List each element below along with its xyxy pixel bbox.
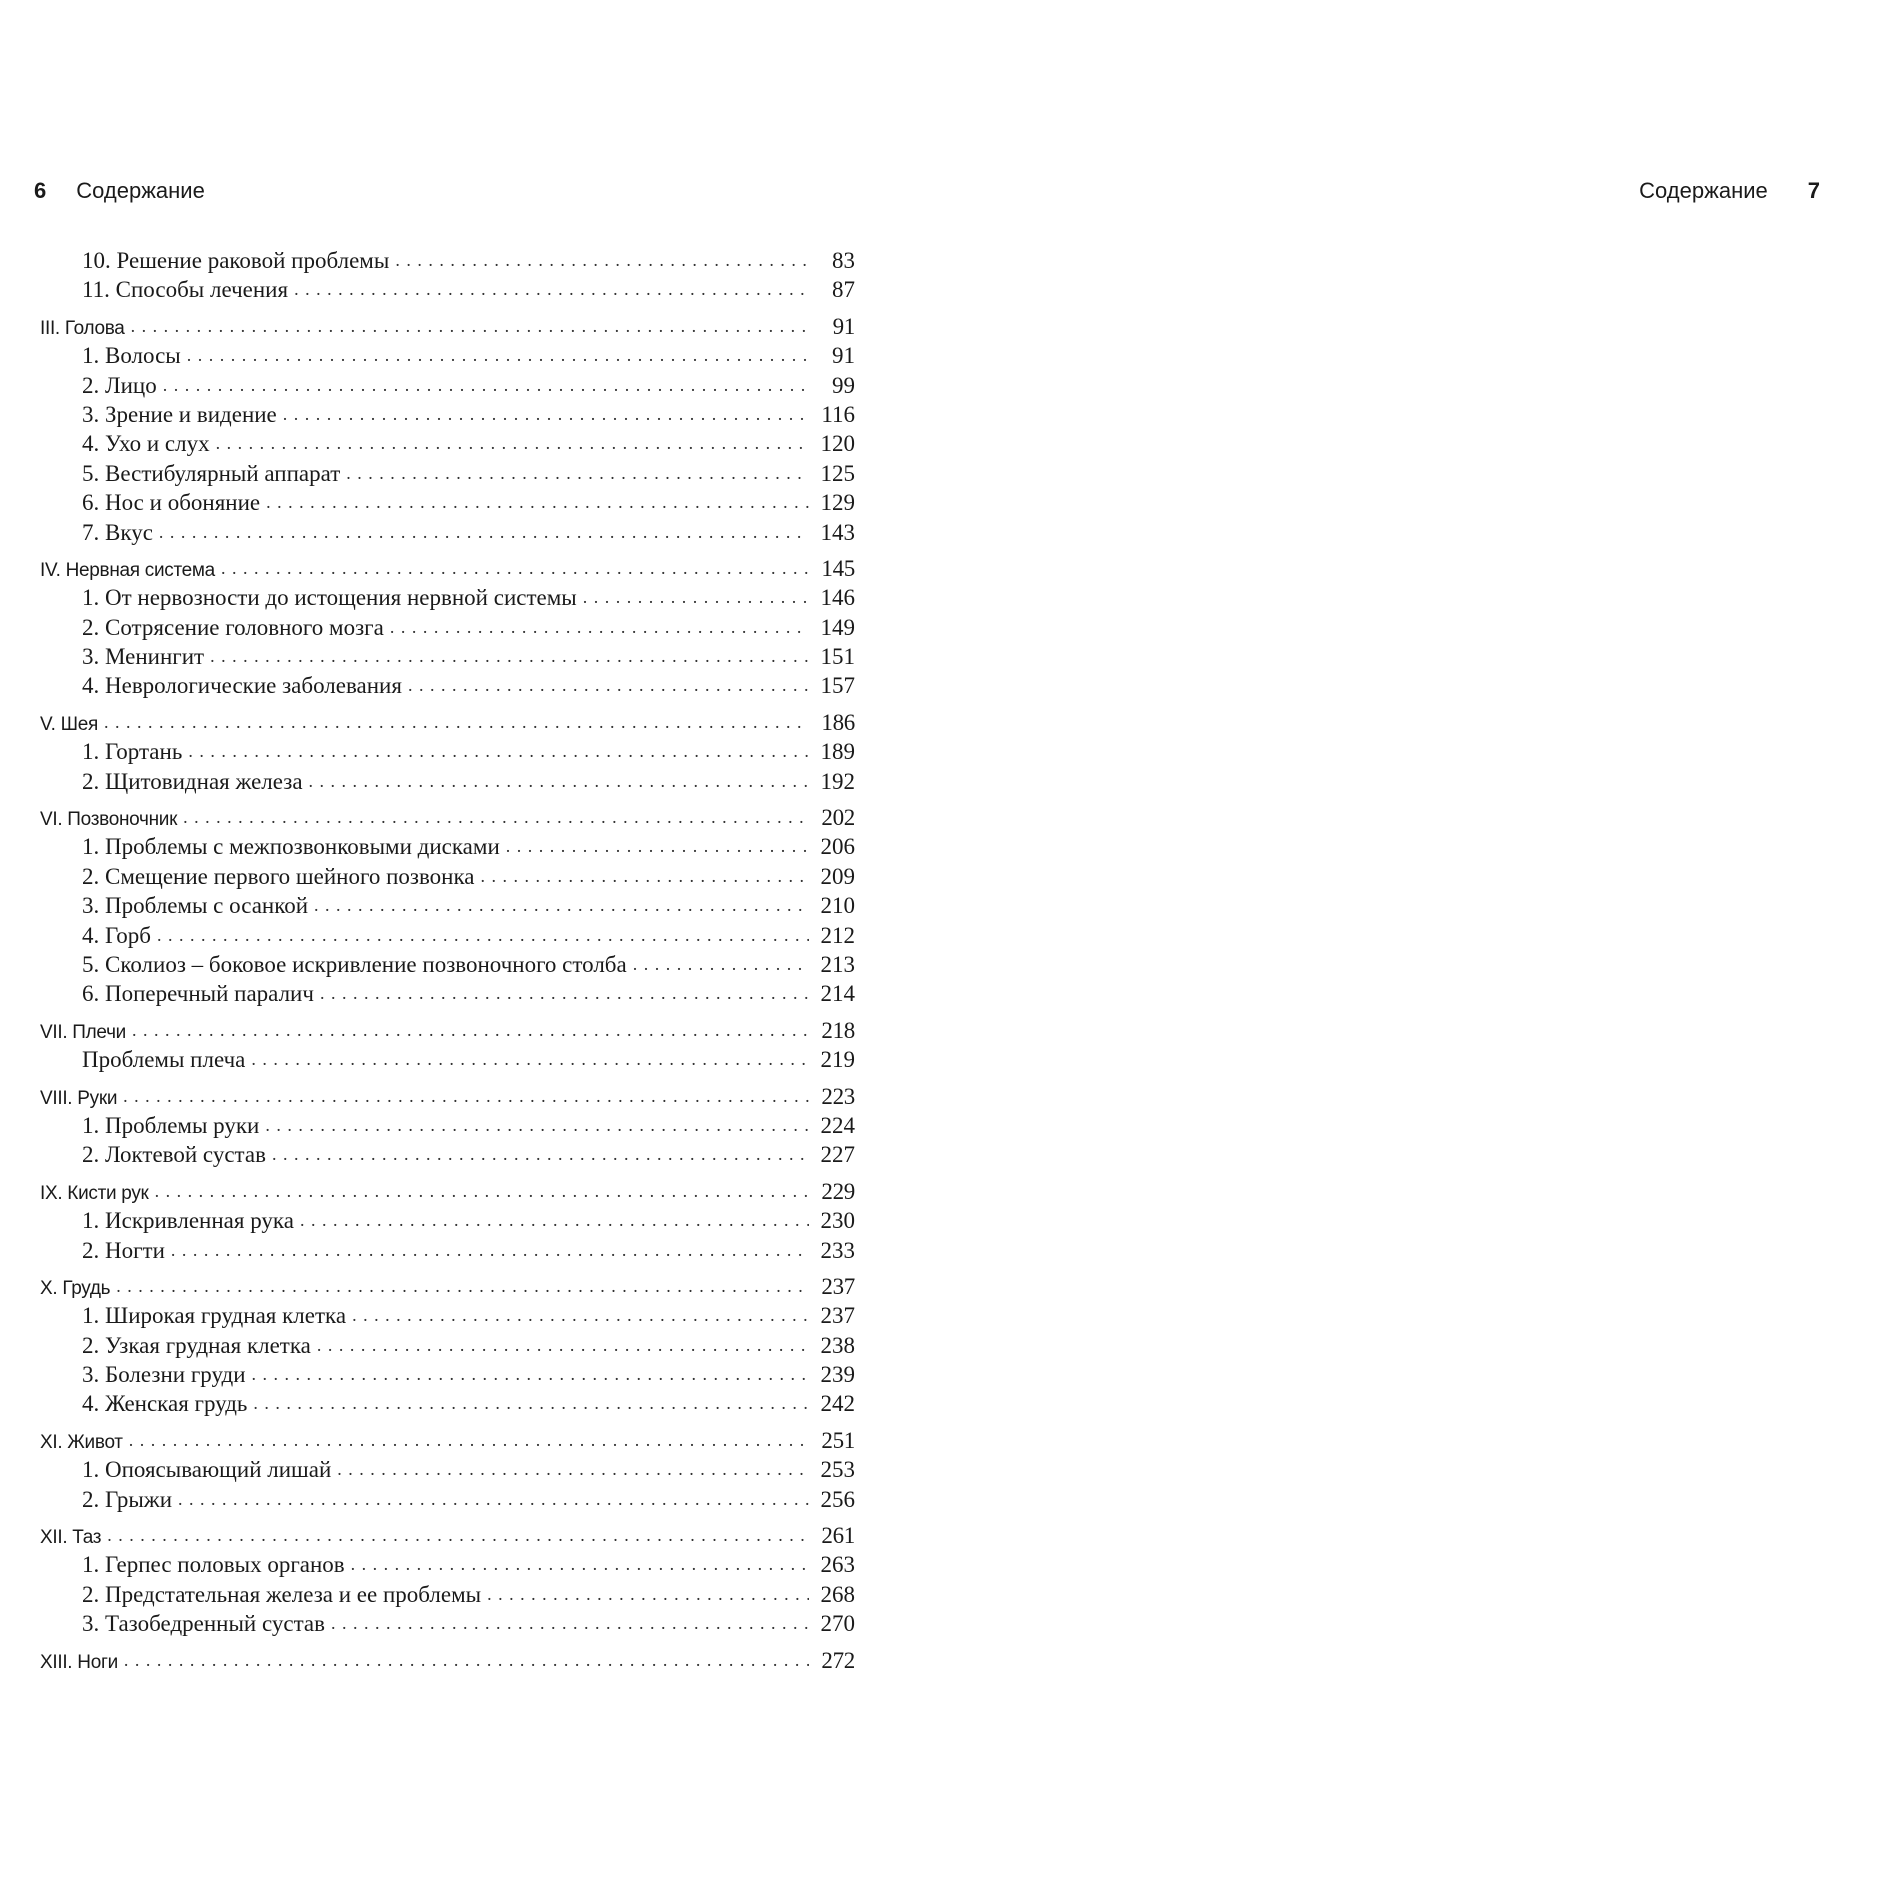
toc-entry-page-number: 224 [820, 1112, 855, 1138]
toc-dot-leader [187, 343, 809, 367]
toc-subsection-entry[interactable] [40, 343, 855, 372]
toc-dot-leader [633, 952, 809, 976]
toc-subsection-entry[interactable] [40, 673, 855, 702]
toc-dot-leader [309, 769, 809, 793]
toc-entry-title: V. Шея [40, 713, 98, 735]
toc-dot-leader [320, 981, 809, 1005]
toc-entry-title: 1. Опоясывающий лишай [82, 1457, 332, 1483]
toc-entry-title: 10. Решение раковой проблемы [82, 248, 390, 273]
toc-dot-leader [300, 1208, 809, 1232]
toc-entry-page-number: 125 [820, 460, 855, 486]
toc-dot-leader [171, 1238, 809, 1262]
toc-entry-page-number: 251 [821, 1427, 855, 1453]
toc-entry-title: 4. Ухо и слух [82, 431, 210, 457]
toc-entry-title: VIII. Руки [40, 1087, 118, 1109]
toc-entry-page-number: 253 [820, 1457, 855, 1483]
toc-entry-title: 2. Смещение первого шейного позвонка [82, 863, 475, 889]
toc-entry-title: 6. Нос и обоняние [82, 490, 261, 516]
toc-entry-page-number: 146 [820, 585, 855, 611]
toc-entry-title: IV. Нервная система [40, 559, 215, 581]
toc-entry-page-number: 120 [820, 431, 855, 457]
toc-entry-page-number: 189 [820, 739, 855, 765]
toc-subsection-entry[interactable] [40, 461, 855, 490]
toc-entry-page-number: 91 [832, 313, 855, 339]
toc-entry-title: 2. Сотрясение головного мозга [82, 614, 384, 640]
toc-entry-title: 1. Гортань [82, 739, 183, 765]
toc-subsection-entry[interactable] [40, 431, 855, 460]
toc-dot-leader [129, 1430, 809, 1452]
toc-subsection-entry[interactable] [40, 248, 855, 277]
toc-entry-page-number: 83 [832, 248, 855, 273]
toc-entry-title: 3. Зрение и видение [82, 401, 277, 427]
toc-entry-title: 1. От нервозности до истощения нервной системы [82, 585, 577, 611]
toc-dot-leader [188, 739, 809, 763]
toc-entry-page-number: 206 [820, 834, 855, 860]
toc-entry-title: 3. Проблемы с осанкой [82, 893, 309, 919]
toc-entry-page-number: 219 [820, 1047, 855, 1073]
toc-entry-title: 7. Вкус [82, 519, 153, 545]
toc-section-entry[interactable] [40, 1648, 855, 1677]
toc-entry-page-number: 99 [832, 372, 855, 398]
toc-subsection-entry[interactable] [40, 277, 855, 306]
toc-entry-page-number: 129 [820, 490, 855, 516]
toc-dot-leader [481, 864, 809, 888]
toc-entry-title: X. Грудь [40, 1277, 111, 1299]
toc-subsection-entry[interactable] [40, 585, 855, 614]
toc-entry-page-number: 261 [821, 1523, 855, 1549]
toc-subsection-entry[interactable] [40, 1391, 855, 1420]
toc-entry-title: XI. Живот [40, 1431, 123, 1453]
toc-dot-leader [253, 1391, 809, 1415]
toc-section-entry[interactable] [40, 1084, 855, 1113]
toc-entry-title: 1. Проблемы руки [82, 1112, 260, 1138]
toc-entry-page-number: 223 [821, 1083, 855, 1109]
toc-subsection-entry[interactable] [40, 1487, 855, 1516]
toc-section-entry[interactable] [40, 1018, 855, 1047]
toc-dot-leader [159, 520, 809, 544]
toc-entry-page-number: 145 [821, 555, 855, 581]
toc-entry-page-number: 149 [820, 614, 855, 640]
toc-entry-page-number: 214 [820, 981, 855, 1007]
toc-entry-title: 4. Женская грудь [82, 1391, 248, 1417]
toc-subsection-entry[interactable] [40, 1142, 855, 1171]
toc-subsection-entry[interactable] [40, 834, 855, 863]
toc-dot-leader [131, 316, 809, 338]
toc-entry-title: 1. Волосы [82, 343, 181, 369]
toc-entry-title: III. Голова [40, 317, 125, 339]
toc-entry-title: 1. Герпес половых органов [82, 1552, 345, 1578]
left-running-head [34, 178, 205, 204]
toc-subsection-entry[interactable] [40, 1303, 855, 1332]
toc-dot-leader [252, 1362, 809, 1386]
toc-dot-leader [331, 1611, 809, 1635]
toc-entry-title: 1. Широкая грудная клетка [82, 1303, 347, 1329]
toc-subsection-entry[interactable] [40, 1208, 855, 1237]
toc-dot-leader [583, 585, 809, 609]
toc-subsection-entry[interactable] [40, 1362, 855, 1391]
toc-subsection-entry[interactable] [40, 644, 855, 673]
toc-entry-title: 2. Ногти [82, 1237, 165, 1263]
toc-section-entry[interactable] [40, 314, 855, 343]
toc-dot-leader [157, 923, 809, 947]
toc-dot-leader [351, 1552, 809, 1576]
toc-dot-leader [265, 1113, 809, 1137]
toc-entry-page-number: 192 [820, 768, 855, 794]
toc-entry-page-number: 237 [820, 1303, 855, 1329]
right-running-head [1639, 178, 1820, 204]
toc-entry-page-number: 229 [821, 1178, 855, 1204]
toc-dot-leader [107, 1525, 809, 1547]
toc-entry-title: VI. Позвоночник [40, 809, 178, 831]
toc-dot-leader [337, 1457, 809, 1481]
toc-dot-leader [390, 615, 809, 639]
toc-entry-page-number: 210 [820, 893, 855, 919]
toc-subsection-entry[interactable] [40, 1047, 855, 1076]
left-page-number: 6 [34, 178, 47, 203]
toc-entry-title: VII. Плечи [40, 1021, 126, 1043]
toc-subsection-entry[interactable] [40, 739, 855, 768]
toc-dot-leader [155, 1181, 809, 1203]
toc-entry-title: 3. Тазобедренный сустав [82, 1611, 325, 1637]
toc-subsection-entry[interactable] [40, 490, 855, 519]
toc-dot-leader [314, 893, 809, 917]
toc-dot-leader [104, 712, 809, 734]
toc-subsection-entry[interactable] [40, 402, 855, 431]
toc-dot-leader [506, 834, 809, 858]
toc-section-entry[interactable] [40, 1179, 855, 1208]
toc-section-entry[interactable] [40, 1523, 855, 1552]
toc-dot-leader [210, 644, 809, 668]
toc-dot-leader [116, 1276, 809, 1298]
left-running-head-title: Содержание [76, 178, 205, 203]
toc-entry-title: 1. Проблемы с межпозвонковыми дисками [82, 834, 500, 860]
toc-subsection-entry[interactable] [40, 1238, 855, 1267]
toc-entry-page-number: 213 [820, 951, 855, 977]
toc-entry-title: 2. Локтевой сустав [82, 1142, 266, 1168]
toc-dot-leader [124, 1650, 809, 1672]
toc-dot-leader [123, 1086, 809, 1108]
toc-entry-page-number: 238 [820, 1332, 855, 1358]
toc-entry-title: 4. Неврологические заболевания [82, 673, 402, 699]
toc-dot-leader [352, 1303, 809, 1327]
toc-entry-page-number: 87 [832, 277, 855, 303]
toc-dot-leader [132, 1020, 809, 1042]
toc-dot-leader [178, 1487, 809, 1511]
toc-entry-title: 3. Менингит [82, 644, 205, 670]
left-toc [40, 248, 855, 1677]
toc-subsection-entry[interactable] [40, 769, 855, 798]
toc-dot-leader [251, 1047, 809, 1071]
right-page-number: 7 [1807, 178, 1820, 203]
toc-subsection-entry[interactable] [40, 373, 855, 402]
toc-entry-page-number: 212 [820, 922, 855, 948]
toc-entry-page-number: 218 [821, 1017, 855, 1043]
toc-section-entry[interactable] [40, 556, 855, 585]
toc-subsection-entry[interactable] [40, 1582, 855, 1611]
toc-entry-title: 5. Сколиоз – боковое искривление позвоночного столба [82, 951, 627, 977]
toc-entry-page-number: 270 [820, 1611, 855, 1637]
toc-entry-page-number: 227 [820, 1142, 855, 1168]
toc-section-entry[interactable] [40, 1274, 855, 1303]
toc-dot-leader [395, 248, 809, 272]
toc-entry-title: 1. Искривленная рука [82, 1208, 294, 1234]
toc-dot-leader [487, 1582, 809, 1606]
toc-entry-page-number: 242 [820, 1391, 855, 1417]
toc-dot-leader [317, 1333, 809, 1357]
toc-entry-title: XIII. Ноги [40, 1651, 118, 1673]
toc-subsection-entry[interactable] [40, 520, 855, 549]
toc-dot-leader [283, 402, 809, 426]
toc-subsection-entry[interactable] [40, 923, 855, 952]
right-running-head-title: Содержание [1639, 178, 1768, 203]
toc-entry-title: IX. Кисти рук [40, 1182, 149, 1204]
toc-dot-leader [294, 277, 809, 301]
toc-dot-leader [266, 490, 809, 514]
toc-entry-page-number: 186 [821, 709, 855, 735]
toc-entry-page-number: 263 [820, 1552, 855, 1578]
toc-subsection-entry[interactable] [40, 1552, 855, 1581]
toc-subsection-entry[interactable] [40, 1113, 855, 1142]
toc-entry-title: 3. Болезни груди [82, 1362, 246, 1388]
toc-subsection-entry[interactable] [40, 1457, 855, 1486]
toc-entry-page-number: 268 [820, 1581, 855, 1607]
toc-subsection-entry[interactable] [40, 981, 855, 1010]
toc-dot-leader [346, 461, 809, 485]
toc-entry-page-number: 230 [820, 1208, 855, 1234]
toc-dot-leader [408, 673, 809, 697]
toc-dot-leader [163, 373, 809, 397]
toc-subsection-entry[interactable] [40, 952, 855, 981]
toc-entry-title: 2. Грыжи [82, 1486, 173, 1512]
toc-entry-page-number: 116 [821, 401, 855, 427]
toc-entry-page-number: 151 [820, 644, 855, 670]
toc-entry-page-number: 143 [820, 519, 855, 545]
toc-subsection-entry[interactable] [40, 893, 855, 922]
toc-entry-page-number: 233 [820, 1237, 855, 1263]
toc-entry-title: 2. Щитовидная железа [82, 768, 303, 794]
toc-entry-page-number: 237 [821, 1273, 855, 1299]
toc-section-entry[interactable] [40, 1428, 855, 1457]
toc-dot-leader [216, 431, 809, 455]
toc-section-entry[interactable] [40, 710, 855, 739]
toc-dot-leader [272, 1142, 809, 1166]
toc-entry-page-number: 202 [821, 805, 855, 831]
toc-entry-page-number: 209 [820, 863, 855, 889]
toc-section-entry[interactable] [40, 805, 855, 834]
toc-entry-title: 5. Вестибулярный аппарат [82, 460, 341, 486]
toc-entry-page-number: 91 [832, 343, 855, 369]
toc-dot-leader [221, 558, 809, 580]
toc-entry-title: Проблемы плеча [82, 1047, 246, 1073]
toc-subsection-entry[interactable] [40, 1611, 855, 1640]
toc-entry-title: XII. Таз [40, 1527, 102, 1549]
toc-entry-title: 4. Горб [82, 922, 151, 948]
toc-entry-page-number: 157 [820, 673, 855, 699]
toc-entry-title: 2. Предстательная железа и ее проблемы [82, 1581, 482, 1607]
toc-subsection-entry[interactable] [40, 864, 855, 893]
toc-entry-page-number: 239 [820, 1362, 855, 1388]
toc-subsection-entry[interactable] [40, 615, 855, 644]
toc-entry-title: 2. Узкая грудная клетка [82, 1332, 311, 1358]
toc-entry-page-number: 272 [821, 1647, 855, 1673]
toc-dot-leader [183, 807, 809, 829]
toc-entry-title: 6. Поперечный паралич [82, 981, 314, 1007]
toc-entry-title: 2. Лицо [82, 372, 157, 398]
toc-entry-title: 11. Способы лечения [82, 277, 289, 303]
toc-entry-page-number: 256 [820, 1486, 855, 1512]
toc-subsection-entry[interactable] [40, 1333, 855, 1362]
